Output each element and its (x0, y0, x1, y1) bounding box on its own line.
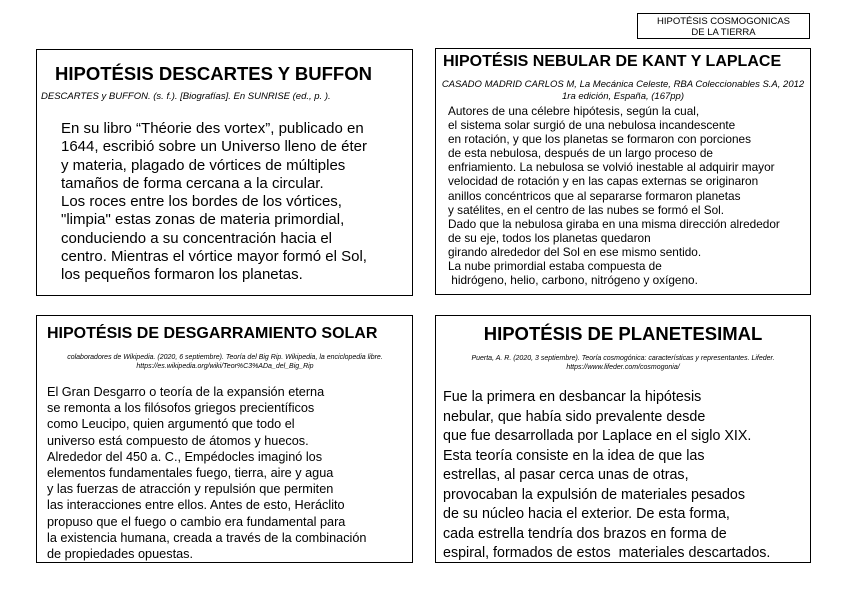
card-desgarramiento-solar (36, 315, 413, 563)
card-descartes-buffon (36, 49, 413, 296)
card-body: El Gran Desgarro o teoría de la expansión eterna se remonta a los filósofos griegos precientíficos como Leucipo, quien argumentó que todo el universo está compuesto de átomos y huecos. Alrededor del 450 a. C., Empédocles imaginó los elementos fundamentales fuego, tierra, aire y agua y las fuerzas de atracción y repulsión que permiten las interacciones entre ellos. Antes de esto, Heráclito propuso que el fuego o cambio era fundamental para la existencia humana, creada a través de la combinación de propiedades opuestas. (47, 385, 367, 562)
card-citation: Puerta, A. R. (2020, 3 septiembre). Teoría cosmogónica: características y representantes. Lifeder. https://www.lifeder.com/cosmogonia/ (471, 355, 775, 371)
card-body: Fue la primera en desbancar la hipótesis nebular, que había sido prevalente desde que fue desarrollada por Laplace en el siglo XIX. Esta teoría consiste en la idea de que las estrellas, al pasar cerca unas de otras, provocaban la expulsión de materiales pesados de su núcleo hacia el exterior. De esta forma, cada estrella tendría dos brazos en forma de espiral, formados de estos materiales descartados. (443, 389, 771, 561)
card-citation: colaboradores de Wikipedia. (2020, 6 septiembre). Teoría del Big Rip. Wikipedia, la enciclopedia libre. https://es.wikipedia.org/wiki/Teor%C3%ADa_del_Big_Rip (67, 354, 383, 370)
card-title: HIPOTÉSIS NEBULAR DE KANT Y LAPLACE (443, 53, 782, 70)
card-kant-laplace (435, 48, 811, 295)
card-planetesimal (435, 315, 811, 563)
document-header-box (637, 13, 810, 39)
header-line-1: HIPOTÉSIS COSMOGONICAS (656, 16, 791, 27)
card-citation: DESCARTES y BUFFON. (s. f.). [Biografías]. En SUNRISE (ed., p. ). (41, 91, 331, 102)
header-line-2: DE LA TIERRA (691, 27, 756, 38)
card-body: En su libro “Théorie des vortex”, publicado en 1644, escribió sobre un Universo lleno de éter y materia, plagado de vórtices de múltiples tamaños de forma cercana a la circular. Los roces entre los bordes de los vórtices, "limpia" estas zonas de materia primordial, conduciendo a su concentración hacia el centro. Mientras el vórtice mayor formó el Sol, los pequeños formaron los planetas. (61, 120, 368, 284)
card-citation: CASADO MADRID CARLOS M, La Mecánica Celeste, RBA Coleccionables S.A, 2012 1ra edición, España, (167pp) (441, 79, 805, 102)
card-body: Autores de una célebre hipótesis, según la cual, el sistema solar surgió de una nebulosa incandescente en rotación, y que los planetas se formaron con porciones de esta nebulosa, después de un largo proceso de enfriamiento. La nebulosa se volvió inestable al adquirir mayor velocidad de rotación y en las capas externas se originaron anillos concéntricos que al separarse formaron planetas y satélites, en el centro de las nubes se formó el Sol. Dado que la nebulosa giraba en una misma dirección alrededor de su eje, todos los planetas quedaron girando alrededor del Sol en ese mismo sentido. La nube primordial estaba compuesta de hidrógeno, helio, carbono, nitrógeno y oxígeno. (448, 104, 780, 288)
card-title: HIPOTÉSIS DESCARTES Y BUFFON (55, 63, 372, 84)
card-title: HIPOTÉSIS DE DESGARRAMIENTO SOLAR (47, 325, 378, 342)
card-title: HIPOTÉSIS DE PLANETESIMAL (483, 323, 763, 344)
